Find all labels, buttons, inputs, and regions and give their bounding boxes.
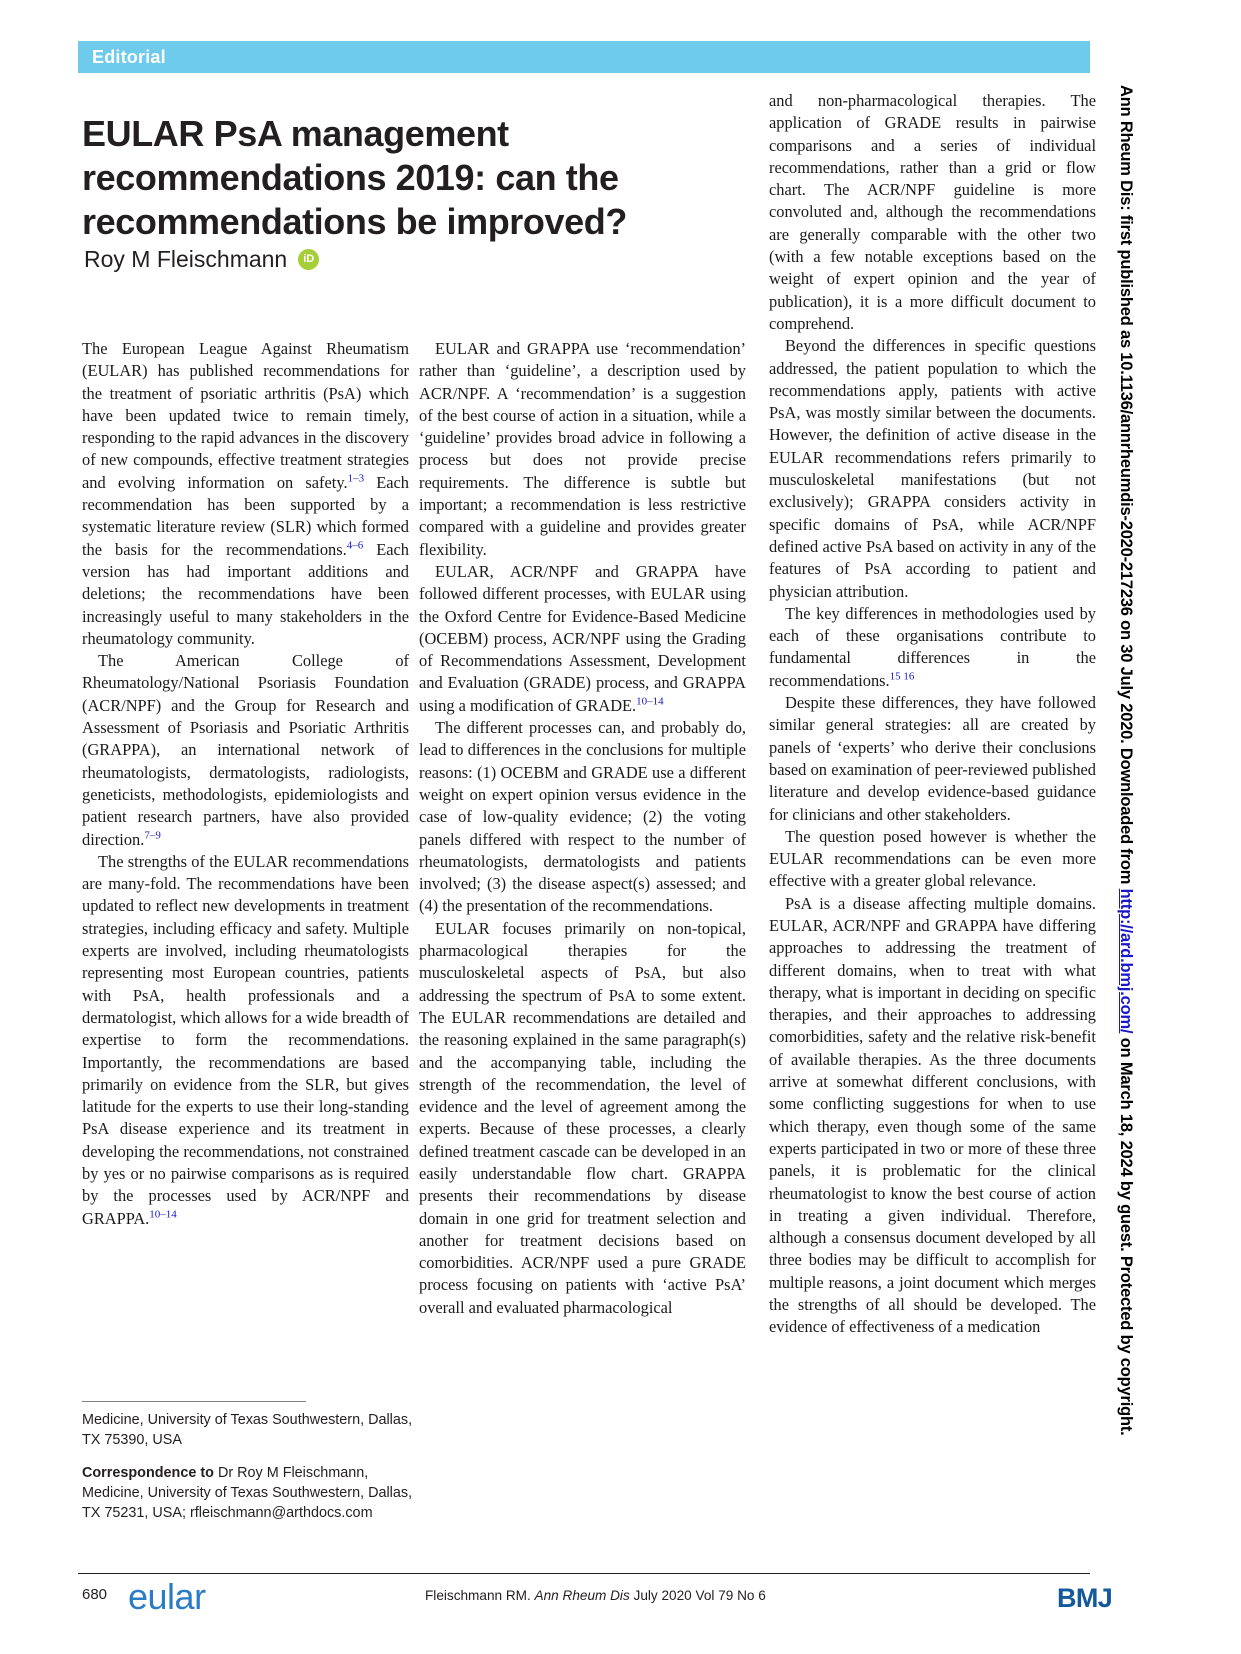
- correspondence: [82, 1463, 414, 1523]
- citation-journal: Ann Rheum Dis: [534, 1588, 630, 1603]
- paragraph-text: Each recommendation has been supported by a systematic literature review (SLR) which formed the basis for the recommendations.: [82, 472, 409, 559]
- citation-ref[interactable]: 15 16: [889, 670, 915, 683]
- bmj-logo: BMJ: [1057, 1583, 1113, 1613]
- paragraph: [769, 603, 1096, 692]
- paragraph-text: The question posed however is whether the EULAR recommendations can be even more effective with a greater global relevance.: [769, 826, 1096, 891]
- paragraph: [82, 338, 409, 650]
- provenance-sidebar: [1116, 85, 1135, 1555]
- paragraph: [769, 692, 1096, 826]
- correspondence-label: Correspondence to: [82, 1465, 214, 1481]
- paragraph-text: EULAR and GRAPPA use ‘recommendation’ rather than ‘guideline’, a description used by ACR/NPF. A ‘recommendation’ is a suggestion of the best course of action in a situation, while a ‘guideline’ provides broad advice in following a process but does not provide precise requirements. The difference is subtle but important; a recommendation is less restrictive compared with a guideline and provides greater flexibility.: [419, 339, 746, 559]
- paragraph: [419, 338, 746, 561]
- paragraph-text: The American College of Rheumatology/National Psoriasis Foundation (ACR/NPF) and the Group for Research and Assessment of Psoriasis and Psoriatic Arthritis (GRAPPA), an international network of rheumatologists, dermatologists, radiologists, geneticists, methodologists, epidemiologists and patient research partners, have also provided direction.: [82, 651, 409, 849]
- banner-label: Editorial: [92, 47, 166, 67]
- paragraph: [419, 717, 746, 918]
- paragraph-text: Despite these differences, they have followed similar general strategies: all are created by panels of ‘experts’ who derive their conclusions based on examination of peer-reviewed published literature and develop evidence-based guidance for clinicians and other stakeholders.: [769, 693, 1096, 824]
- citation-suffix: July 2020 Vol 79 No 6: [633, 1588, 766, 1603]
- author-name: Roy M Fleischmann: [84, 246, 288, 272]
- paragraph-text: EULAR focuses primarily on non-topical, pharmacological therapies for the musculoskeletal aspects of PsA, but also addressing the spectrum of PsA to some extent. The EULAR recommendations are detailed and the reasoning explained in the same paragraph(s) and the accompanying table, including the strength of the recommendation, the level of evidence and the level of agreement among the experts. Because of these processes, a clearly defined treatment cascade can be developed in an easily understandable flow chart. GRAPPA presents their recommendations by disease domain in one grid for treatment selection and another for treatment decisions based on comorbidities. ACR/NPF used a pure GRADE process focusing on patients with ‘active PsA’ overall and evaluated pharmacological: [419, 918, 746, 1317]
- body-column-1: [82, 338, 409, 1230]
- citation-ref[interactable]: 10–14: [636, 695, 664, 708]
- body-column-3: [769, 90, 1096, 1339]
- paragraph-text: The European League Against Rheumatism (EULAR) has published recommendations for the treatment of psoriatic arthritis (PsA) which have been updated twice to remain timely, responding to the rapid advances in the discovery of new compounds, effective treatment strategies and evolving information on safety.: [82, 339, 409, 492]
- paragraph-text: Beyond the differences in specific questions addressed, the patient population to which the recommendations apply, patients with active PsA, was mostly similar between the documents. However, the definition of active disease in the EULAR recommendations refers primarily to musculoskeletal manifestations (but not exclusively); GRAPPA considers activity in specific domains of PsA, while ACR/NPF defined active PsA based on activity in any of the features of PsA according to patient and physician attribution.: [769, 336, 1096, 601]
- citation-prefix: Fleischmann RM.: [425, 1588, 531, 1603]
- citation-ref[interactable]: 1–3: [347, 472, 365, 485]
- paragraph-text: The strengths of the EULAR recommendations are many-fold. The recommendations have been updated to reflect new developments in treatment strategies, including efficacy and safety. Multiple experts are involved, including rheumatologists representing most European countries, patients with PsA, health professionals and a dermatologist, which allows for a wide breadth of expertise to form the recommendations. Importantly, the recommendations are based primarily on evidence from the SLR, but gives latitude for the experts to use their long-standing PsA disease experience and its treatment in developing the recommendations, not constrained by yes or no pairwise comparisons as is required by the processes used by ACR/NPF and GRAPPA.: [82, 851, 409, 1228]
- author-row: [84, 246, 319, 273]
- correspondence-text: Dr Roy M Fleischmann, Medicine, University of Texas Southwestern, Dallas, TX 75231, USA; rfleischmann@arthdocs.com: [82, 1465, 413, 1521]
- footer-divider: [78, 1573, 1090, 1574]
- paragraph-text: EULAR, ACR/NPF and GRAPPA have followed different processes, with EULAR using the Oxford Centre for Evidence-Based Medicine (OCEBM) process, ACR/NPF using the Grading of Recommendations Assessment, Development and Evaluation (GRADE) process, and GRAPPA using a modification of GRADE.: [419, 561, 746, 715]
- paragraph-text: Each version has had important additions and deletions; the recommendations have been increasingly useful to many stakeholders in the rheumatology community.: [82, 539, 409, 648]
- provenance-url[interactable]: http://ard.bmj.com/: [1117, 888, 1135, 1034]
- paragraph-text: The key differences in methodologies used by each of these organisations contribute to fundamental differences in the recommendations.: [769, 603, 1096, 690]
- provenance-part1: Ann Rheum Dis: first published as 10.1136/annrheumdis-2020-217236 on 30 July 2020. Downloaded from: [1117, 85, 1135, 889]
- paragraph: [82, 650, 409, 851]
- page-title: EULAR PsA management recommendations 2019: can the recommendations be improved?: [82, 113, 627, 243]
- paragraph: [769, 826, 1096, 893]
- footnote-divider: [82, 1401, 306, 1402]
- paragraph: [769, 90, 1096, 335]
- paragraph-text: and non-pharmacological therapies. The application of GRADE results in pairwise comparisons and a series of individual recommendations, rather than a grid or flow chart. The ACR/NPF guideline is more convoluted and, although the recommendations are generally comparable with the other two (with a few notable exceptions based on the weight of expert opinion and the year of publication), it is a more difficult document to comprehend.: [769, 91, 1096, 333]
- paragraph-text: The different processes can, and probably do, lead to differences in the conclusions for multiple reasons: (1) OCEBM and GRADE use a different weight on expert opinion versus evidence in the case of low-quality evidence; (2) the voting panels differed with respect to the number of rheumatologists, dermatologists and patients involved; (3) the disease aspect(s) assessed; and (4) the presentation of the recommendations.: [419, 718, 746, 916]
- paragraph: [769, 335, 1096, 603]
- orcid-id-icon[interactable]: [298, 249, 319, 270]
- editorial-banner: [78, 41, 1090, 73]
- paragraph: [419, 561, 746, 717]
- citation-ref[interactable]: 10–14: [149, 1208, 177, 1221]
- affiliation-department: Medicine, University of Texas Southwestern, Dallas, TX 75390, USA: [82, 1412, 413, 1448]
- paragraph: [419, 918, 746, 1319]
- eular-logo: eular: [128, 1576, 206, 1617]
- page-number: 680: [82, 1586, 108, 1603]
- citation-ref[interactable]: 4–6: [346, 539, 364, 552]
- affiliation-block: [82, 1410, 414, 1536]
- footer-citation: [425, 1588, 766, 1603]
- provenance-part2: on March 18, 2024 by guest. Protected by copyright.: [1117, 1033, 1135, 1436]
- paragraph: [82, 851, 409, 1230]
- orcid-label: iD: [303, 253, 315, 265]
- citation-ref[interactable]: 7–9: [144, 829, 161, 842]
- paragraph-text: PsA is a disease affecting multiple domains. EULAR, ACR/NPF and GRAPPA have differing approaches to addressing the treatment of different domains, when to treat with what therapy, what is important in deciding on specific therapies, and their approaches to addressing comorbidities, safety and the relative risk-benefit of available therapies. As the three documents arrive at somewhat different conclusions, with some conflicting suggestions for when to use which therapy, even though some of the same experts participated in two or more of these three panels, it is problematic for the clinical rheumatologist to know the best course of action in treating a given individual. Therefore, although a consensus document developed by all three bodies may be difficult to accomplish for multiple reasons, a joint document which merges the strengths of all should be developed. The evidence of effectiveness of a medication: [769, 893, 1096, 1337]
- paragraph: [769, 893, 1096, 1339]
- body-column-2: [419, 338, 746, 1319]
